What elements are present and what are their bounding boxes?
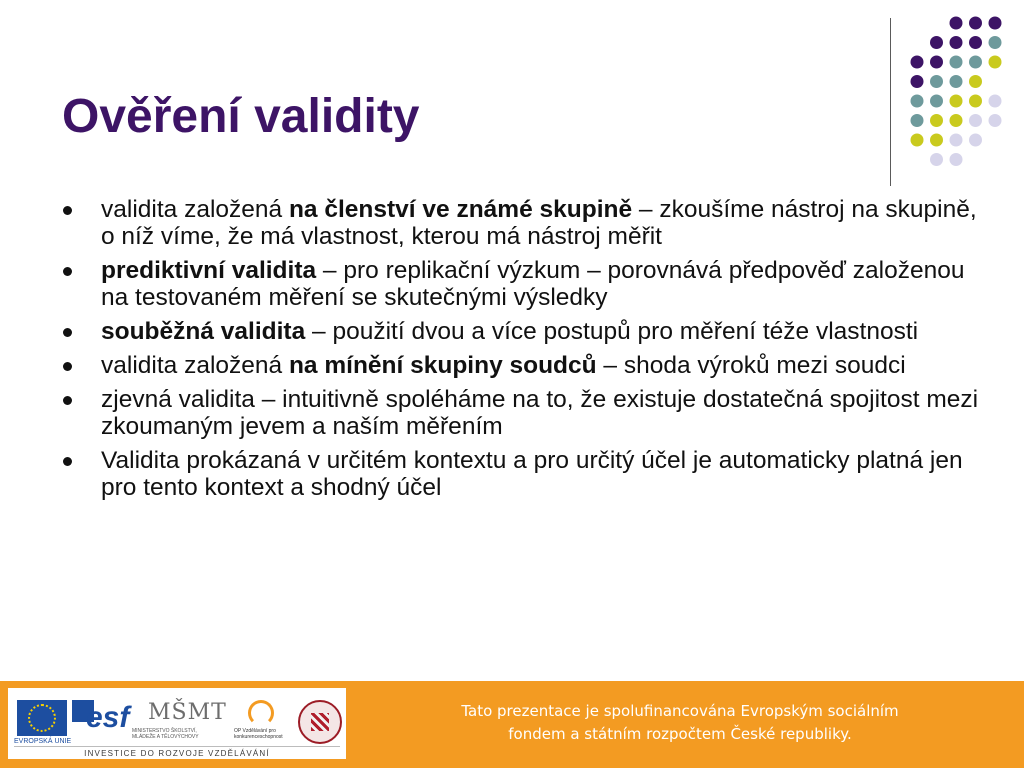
decorative-dot	[930, 95, 943, 108]
decorative-dot	[950, 75, 963, 88]
decorative-dot	[989, 56, 1002, 69]
decorative-dot	[930, 153, 943, 166]
region-seal-logo	[298, 700, 342, 744]
bullet-emphasis: souběžná validita	[101, 318, 306, 345]
bullet-item	[62, 257, 982, 311]
esf-logo	[72, 700, 130, 736]
bullet-list	[62, 196, 982, 508]
footer-banner	[0, 681, 1024, 768]
decorative-dot	[930, 75, 943, 88]
eu-flag-logo	[17, 700, 67, 736]
bullet-text: validita založená	[101, 196, 289, 223]
cofinancing-line-1: Tato prezentace je spolufinancována Evropským sociálním	[461, 702, 899, 720]
cofinancing-line-2: fondem a státním rozpočtem České republiky.	[508, 725, 852, 743]
decorative-dot	[911, 95, 924, 108]
slide-title: Ověření validity	[62, 90, 420, 143]
bullet-item	[62, 196, 982, 250]
bullet-text: – pro replikační výzkum – porovnává předpověď založenou na testovaném měření se skutečnými výsledky	[101, 257, 965, 311]
decorative-dot	[911, 114, 924, 127]
decorative-dot	[969, 95, 982, 108]
decorative-dot	[950, 95, 963, 108]
bullet-dot-icon	[63, 328, 72, 337]
msmt-text: MŠMT	[148, 700, 227, 725]
decorative-dot	[969, 17, 982, 30]
decorative-dot	[950, 17, 963, 30]
bullet-item	[62, 352, 982, 379]
op-arc-icon	[248, 700, 274, 726]
bullet-item	[62, 318, 982, 345]
bullet-item	[62, 447, 982, 501]
decorative-dot	[911, 75, 924, 88]
bullet-dot-icon	[63, 396, 72, 405]
decorative-dot	[969, 36, 982, 49]
bullet-dot-icon	[63, 206, 72, 215]
msmt-logo	[132, 700, 227, 740]
bullet-text: zjevná validita – intuitivně spoléháme na to, že existuje dostatečná spojitost mezi zkoumaným jevem a naším měřením	[101, 386, 979, 440]
cofinancing-notice	[400, 700, 960, 746]
bullet-dot-icon	[63, 362, 72, 371]
decorative-dot	[950, 134, 963, 147]
seal-eagle-icon	[311, 713, 329, 731]
bullet-dot-icon	[63, 457, 72, 466]
decorative-dot	[911, 56, 924, 69]
investice-tagline: INVESTICE DO ROZVOJE VZDĚLÁVÁNÍ	[14, 746, 340, 758]
decorative-dot	[989, 36, 1002, 49]
logo-strip	[8, 688, 346, 759]
decorative-dot	[950, 114, 963, 127]
bullet-text: – použití dvou a více postupů pro měření téže vlastnosti	[305, 318, 919, 345]
decorative-dot	[950, 153, 963, 166]
decorative-dot	[950, 36, 963, 49]
eu-stars-icon	[28, 704, 56, 732]
decorative-dot	[989, 17, 1002, 30]
eu-caption: EVROPSKÁ UNIE	[14, 738, 72, 745]
bullet-emphasis: na mínění skupiny soudců	[288, 352, 597, 379]
bullet-dot-icon	[63, 267, 72, 276]
decorative-dot	[930, 134, 943, 147]
decorative-dot	[989, 114, 1002, 127]
bullet-text: Validita prokázaná v určitém kontextu a pro určitý účel je automaticky platná jen pro tento kontext a shodný účel	[101, 447, 963, 501]
decorative-dot	[969, 56, 982, 69]
bullet-item	[62, 386, 982, 440]
decorative-dot	[911, 134, 924, 147]
op-caption: OP Vzdělávání pro konkurenceschopnost	[234, 728, 283, 740]
decorative-dot	[969, 134, 982, 147]
decorative-dot	[930, 114, 943, 127]
decorative-dot	[930, 36, 943, 49]
decorative-dot	[969, 75, 982, 88]
op-vk-logo	[234, 700, 292, 742]
esf-text: esf	[86, 701, 130, 734]
decorative-dot	[950, 56, 963, 69]
vertical-divider	[890, 18, 891, 186]
decorative-dot	[969, 114, 982, 127]
bullet-text: – shoda výroků mezi soudci	[596, 352, 906, 379]
bullet-text: validita založená	[101, 352, 289, 379]
bullet-emphasis: na členství ve známé skupině	[288, 196, 633, 223]
bullet-text: – zkoušíme nástroj na skupině, o níž víme, že má vlastnost, kterou má nástroj měřit	[101, 196, 977, 250]
msmt-subtitle: MINISTERSTVO ŠKOLSTVÍ, MLÁDEŽE A TĚLOVÝCHOVY	[132, 728, 199, 740]
decorative-dot	[989, 95, 1002, 108]
decorative-dot	[930, 56, 943, 69]
bullet-emphasis: prediktivní validita	[101, 257, 317, 284]
